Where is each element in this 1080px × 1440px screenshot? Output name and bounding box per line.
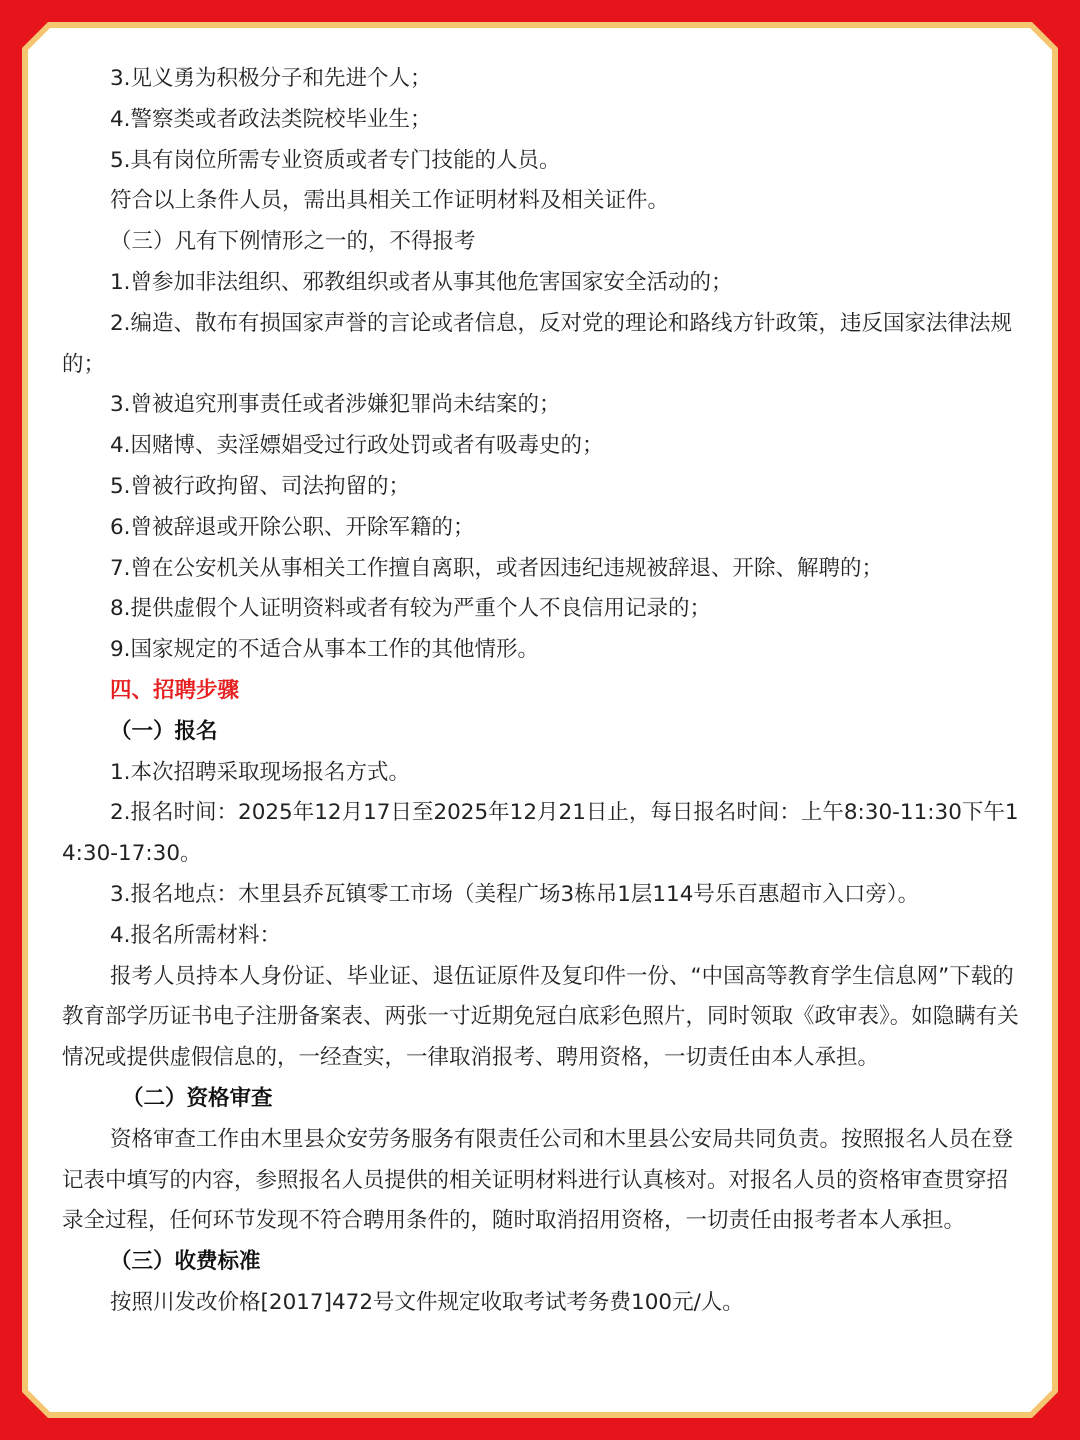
subsection-heading: （二）资格审查 xyxy=(122,1085,273,1111)
paragraph: 报考人员持本人身份证、毕业证、退伍证原件及复印件一份、“中国高等教育学生信息网”下载的教育部学历证书电子注册备案表、两张一寸近期免冠白底彩色照片，同时领取《政审表》。如隐瞒有关情况或提供虚假信息的，一经查实，一律取消报考、聘用资格，一切责任由本人承担。 xyxy=(62,963,1019,1071)
paragraph: 4.警察类或者政法类院校毕业生； xyxy=(110,106,432,132)
paragraph: 4.因赌博、卖淫嫖娼受过行政处罚或者有吸毒史的； xyxy=(110,433,604,459)
paragraph: 8.提供虚假个人证明资料或者有较为严重个人不良信用记录的； xyxy=(110,596,712,622)
subsection-heading: （三）收费标准 xyxy=(110,1249,261,1275)
paragraph: 5.曾被行政拘留、司法拘留的； xyxy=(110,473,411,499)
paragraph: 2.编造、散布有损国家声誉的言论或者信息，反对党的理论和路线方针政策，违反国家法律法规的； xyxy=(62,310,1013,377)
paragraph: 5.具有岗位所需专业资质或者专门技能的人员。 xyxy=(110,147,561,173)
paragraph: 资格审查工作由木里县众安劳务服务有限责任公司和木里县公安局共同负责。按照报名人员在登记表中填写的内容，参照报名人员提供的相关证明材料进行认真核对。对报名人员的资格审查贯穿招录全过程，任何环节发现不符合聘用条件的，随时取消招用资格，一切责任由报考者本人承担。 xyxy=(62,1126,1014,1234)
paragraph: 3.曾被追究刑事责任或者涉嫌犯罪尚未结案的； xyxy=(110,392,561,418)
paragraph: 3.报名地点：木里县乔瓦镇零工市场（美程广场3栋吊1层114号乐百惠超市入口旁）。 xyxy=(110,881,920,907)
section-heading: 四、招聘步骤 xyxy=(110,677,240,703)
paragraph: 7.曾在公安机关从事相关工作擅自离职，或者因违纪违规被辞退、开除、解聘的； xyxy=(110,555,884,581)
paragraph: 2.报名时间：2025年12月17日至2025年12月21日止，每日报名时间：上午8:30-11:30下午14:30-17:30。 xyxy=(62,800,1019,867)
document-body xyxy=(62,59,1022,1324)
paragraph: 3.见义勇为积极分子和先进个人； xyxy=(110,66,432,91)
subsection-title: （三）凡有下例情形之一的，不得报考 xyxy=(110,229,476,255)
paragraph: 1.曾参加非法组织、邪教组织或者从事其他危害国家安全活动的； xyxy=(110,269,733,295)
subsection-heading: （一）报名 xyxy=(110,718,218,744)
paragraph: 按照川发改价格[2017]472号文件规定收取考试考务费100元/人。 xyxy=(110,1289,744,1315)
paragraph: 6.曾被辞退或开除公职、开除军籍的； xyxy=(110,514,475,540)
paragraph: 1.本次招聘采取现场报名方式。 xyxy=(110,759,411,785)
paragraph: 符合以上条件人员，需出具相关工作证明材料及相关证件。 xyxy=(110,188,670,214)
paragraph: 4.报名所需材料： xyxy=(110,922,282,948)
paragraph: 9.国家规定的不适合从事本工作的其他情形。 xyxy=(110,637,540,663)
